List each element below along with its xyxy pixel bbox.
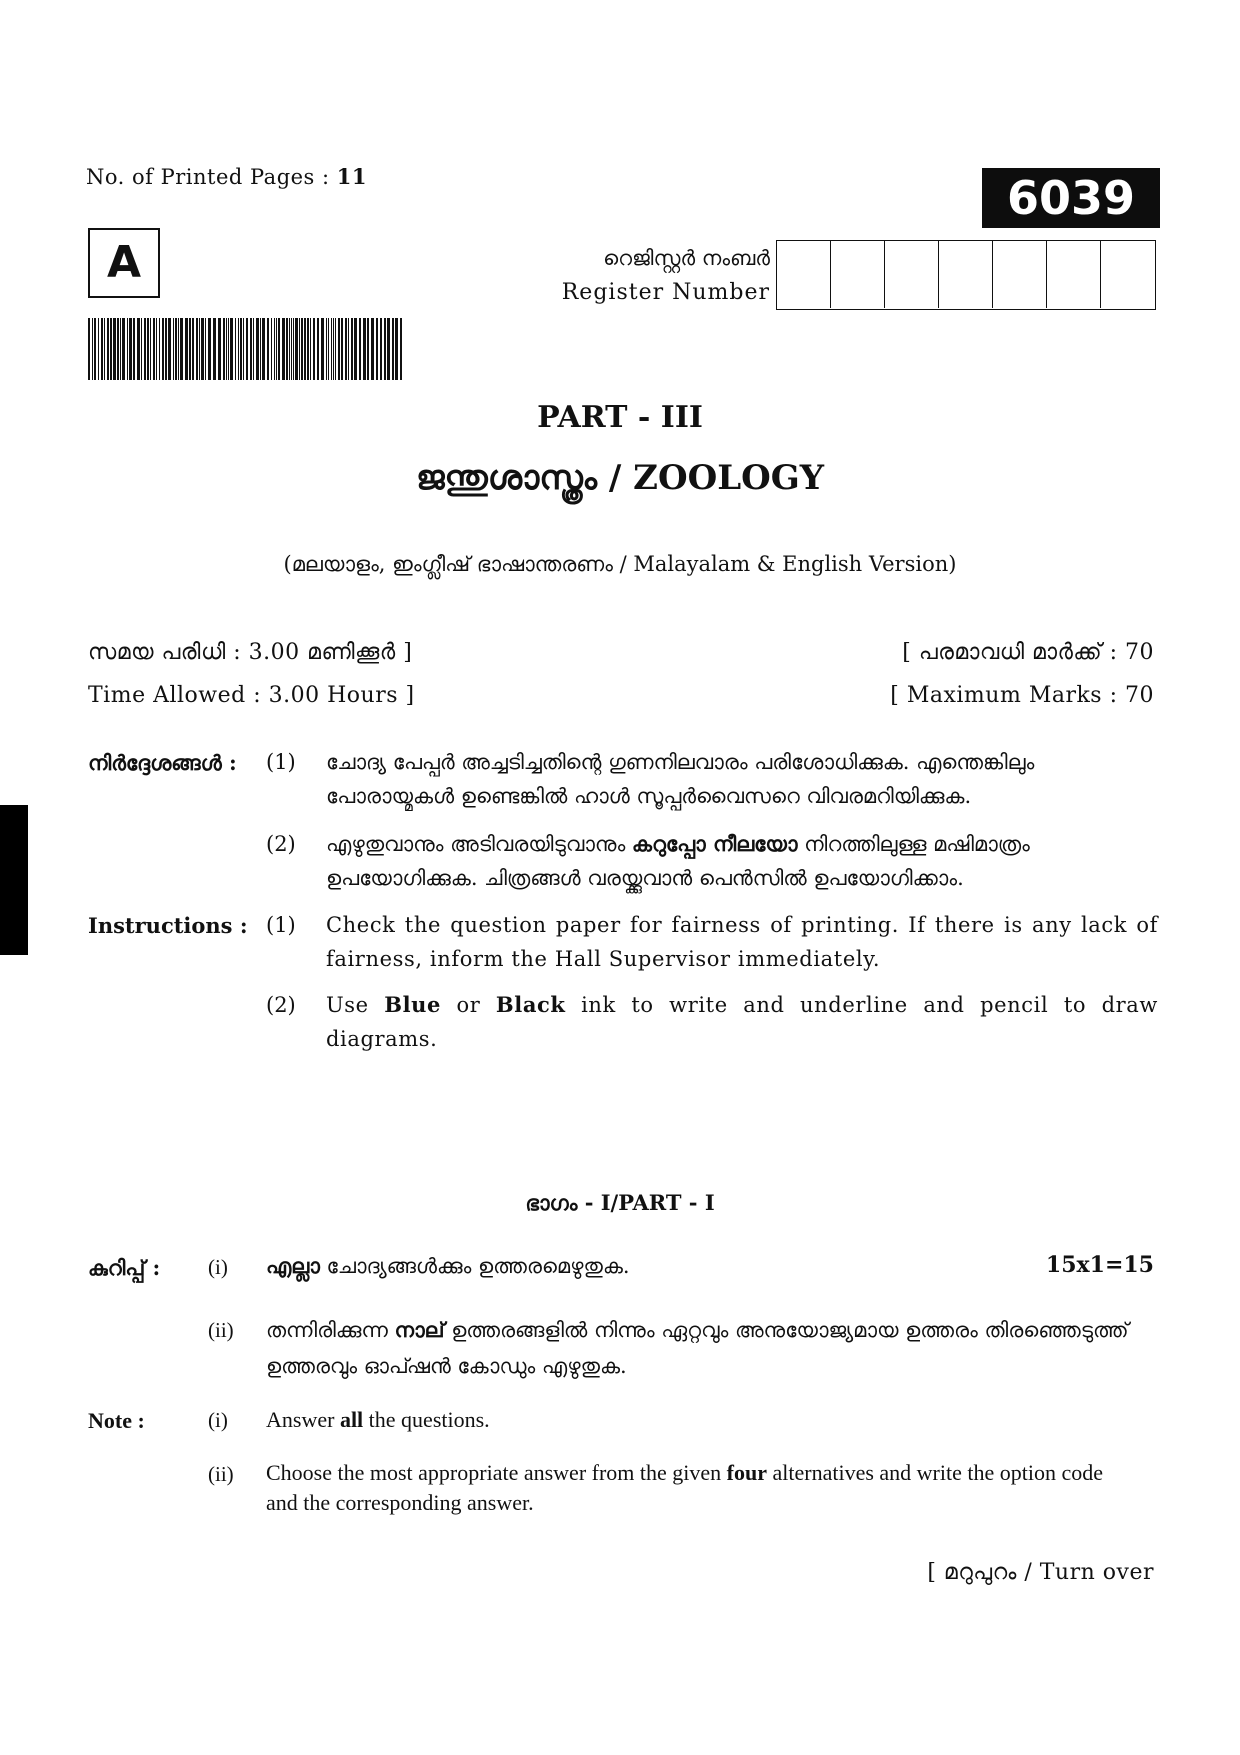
part-one-heading: ഭാഗം - I/PART - I [525, 1190, 715, 1215]
barcode-bar [133, 318, 135, 380]
register-digit-box[interactable] [777, 241, 831, 308]
barcode-bar [189, 318, 191, 380]
barcode-bar [341, 318, 343, 380]
note-ml-2-num: (ii) [208, 1318, 234, 1342]
note-ml-2-bold: നാല് [394, 1317, 445, 1342]
barcode-bar [351, 318, 353, 380]
instruction-en-2-bold-b: Black [495, 992, 566, 1017]
instruction-en-2-part-c: ink to write and underline and pencil to draw diagrams. [326, 993, 1158, 1051]
barcode-bar [286, 318, 288, 380]
barcode-bar [98, 318, 99, 380]
barcode-bar [299, 318, 300, 380]
barcode-bar [400, 318, 402, 380]
barcode-bar [395, 318, 398, 380]
barcode-bar [120, 318, 121, 380]
time-allowed-ml: സമയ പരിധി : 3.00 മണിക്കൂർ ] [88, 640, 413, 665]
barcode-bar [122, 318, 125, 380]
barcode-bar [127, 318, 128, 380]
barcode-bar [246, 318, 248, 380]
barcode-bar [159, 318, 160, 380]
barcode-bar [256, 318, 259, 380]
instruction-en-1-text: Check the question paper for fairness of printing. If there is any lack of fairness, inform the Hall Supervisor immediately. [326, 913, 1158, 971]
subject-title: ജന്തുശാസ്ത്രം / ZOOLOGY [415, 458, 825, 498]
barcode-bar [260, 318, 261, 380]
printed-pages [86, 164, 367, 189]
register-digit-box[interactable] [1101, 241, 1155, 308]
barcode-bar [380, 318, 382, 380]
page-edge-mark [0, 805, 28, 955]
barcode-bar [94, 318, 96, 380]
marks-scheme: 15x1=15 [1045, 1252, 1154, 1278]
barcode-bar [147, 318, 149, 380]
barcode-bar [218, 318, 221, 380]
barcode-bar [175, 318, 177, 380]
series-code-box: A [88, 228, 160, 298]
barcode-bar [333, 318, 334, 380]
barcode-bar [240, 318, 242, 380]
register-number-boxes[interactable] [776, 240, 1156, 310]
note-en-1-text [266, 1405, 1146, 1435]
barcode-bar [92, 318, 93, 380]
barcode-bar [141, 318, 142, 380]
barcode-bar [291, 318, 292, 380]
note-en-1-bold: all [339, 1407, 364, 1432]
version-line: (മലയാളം, ഇംഗ്ലീഷ് ഭാഷാന്തരണം / Malayalam & English Version) [283, 552, 957, 576]
barcode-bar [185, 318, 188, 380]
register-number-label-ml: റെജിസ്റ്റർ നംബർ [603, 246, 770, 270]
instructions-en-label: Instructions : [88, 913, 248, 938]
barcode-bar [367, 318, 369, 380]
barcode-bar [113, 318, 116, 380]
barcode-bar [328, 318, 329, 380]
note-ml-2-part-a: തന്നിരിക്കുന്ന [266, 1318, 395, 1342]
note-ml-label: കുറിപ്പ് : [88, 1255, 161, 1280]
note-ml-1-text [266, 1251, 1026, 1281]
register-digit-box[interactable] [885, 241, 939, 308]
instruction-ml-1-num: (1) [266, 750, 296, 774]
barcode-bar [278, 318, 280, 380]
barcode-bar [243, 318, 244, 380]
instruction-ml-2-text [326, 827, 1156, 895]
barcode-bar [144, 318, 146, 380]
instruction-en-2-num: (2) [266, 993, 296, 1017]
barcode-bar [253, 318, 254, 380]
register-digit-box[interactable] [939, 241, 993, 308]
barcode-bar [178, 318, 179, 380]
note-en-2-part-a: Choose the most appropriate answer from the given [266, 1460, 727, 1485]
barcode-bar [213, 318, 216, 380]
maximum-marks-en: [ Maximum Marks : 70 [890, 683, 1154, 708]
instruction-en-2-part-a: Use [326, 993, 385, 1017]
barcode-bar [331, 318, 332, 380]
instruction-en-2-part-b: or [440, 993, 496, 1017]
barcode-bar [354, 318, 357, 380]
barcode-bar [162, 318, 164, 380]
instruction-ml-1-text: ചോദ്യ പേപ്പർ അച്ചടിച്ചതിന്റെ ഗുണനിലവാരം പരിശോധിക്കുക. എന്തെങ്കിലും പോരായ്മകൾ ഉണ്ടെങ്കിൽ ഹാൾ സൂപ്പർവൈസറെ വിവരമറിയിക്കുക. [326, 750, 1035, 808]
barcode-bar [88, 318, 90, 380]
note-en-2-bold: four [726, 1460, 767, 1485]
barcode-bar [208, 318, 211, 380]
instruction-en-1-num: (1) [266, 913, 296, 937]
note-en-1-part-b: the questions. [363, 1407, 490, 1432]
barcode-bar [301, 318, 303, 380]
instruction-ml-2-part-a: എഴുതുവാനും അടിവരയിടുവാനും [326, 832, 632, 856]
barcode-bar [192, 318, 194, 380]
instruction-en-2-text [326, 988, 1158, 1056]
instruction-en-2-bold-a: Blue [384, 992, 441, 1017]
barcode-bar [335, 318, 336, 380]
turn-over-label: [ മറുപുറം / Turn over [927, 1560, 1154, 1585]
register-digit-box[interactable] [831, 241, 885, 308]
barcode-bar [101, 318, 103, 380]
note-ml-2-text [266, 1312, 1146, 1384]
barcode-bar [321, 318, 324, 380]
register-number-label-en: Register Number [561, 280, 770, 305]
barcode-bar [262, 318, 265, 380]
barcode-bar [313, 318, 315, 380]
barcode-bar [165, 318, 167, 380]
barcode-bar [104, 318, 105, 380]
barcode-bar [359, 318, 361, 380]
register-digit-box[interactable] [1047, 241, 1101, 308]
barcode-bar [387, 318, 390, 380]
barcode-bar [304, 318, 306, 380]
barcode-bar [110, 318, 112, 380]
barcode-bar [371, 318, 374, 380]
barcode-bar [267, 318, 269, 380]
barcode-bar [289, 318, 290, 380]
note-en-1-num: (i) [208, 1408, 228, 1432]
barcode-bar [153, 318, 155, 380]
printed-pages-value: 11 [336, 164, 367, 189]
instructions-ml-label: നിർദ്ദേശങ്ങൾ : [88, 750, 237, 775]
barcode-bar [150, 318, 151, 380]
barcode-bar [173, 318, 174, 380]
barcode-bar [326, 318, 327, 380]
maximum-marks-ml: [ പരമാവധി മാർക്ക് : 70 [902, 640, 1154, 665]
barcode-bar [117, 318, 119, 380]
barcode-bar [282, 318, 285, 380]
barcode-bar [384, 318, 386, 380]
barcode-bar [137, 318, 140, 380]
barcode-bar [156, 318, 157, 380]
barcode-bar [235, 318, 236, 380]
barcode-bar [199, 318, 200, 380]
barcode-bar [196, 318, 198, 380]
note-ml-1-part-a: ചോദ്യങ്ങൾക്കും ഉത്തരമെഴുതുക. [319, 1254, 630, 1278]
note-en-label: Note : [88, 1408, 145, 1433]
barcode-bar [168, 318, 171, 380]
barcode-bar [223, 318, 225, 380]
instruction-ml-2-part-b: നിറത്തിലുള്ള മഷിമാത്രം ഉപയോഗിക്കുക. ചിത്രങ്ങൾ വരയ്ക്കുവാൻ പെൻസിൽ ഉപയോഗിക്കാം. [326, 832, 1030, 890]
barcode-bar [276, 318, 277, 380]
instruction-ml-2-bold: കറുപ്പോ നീലയോ [631, 831, 798, 856]
barcode-bar [307, 318, 309, 380]
part-title: PART - III [537, 400, 703, 435]
barcode-bar [201, 318, 204, 380]
note-en-2-part-b: alternatives and write the option code and the corresponding answer. [266, 1460, 1103, 1515]
note-en-1-part-a: Answer [266, 1407, 340, 1432]
printed-pages-label: No. of Printed Pages : [86, 165, 337, 189]
barcode-bar [205, 318, 206, 380]
barcode-bar [226, 318, 227, 380]
note-en-2-num: (ii) [208, 1462, 234, 1486]
note-en-2-text [266, 1458, 1106, 1518]
barcode-bar [271, 318, 272, 380]
barcode-bar [376, 318, 378, 380]
barcode-bar [180, 318, 183, 380]
barcode-bar [250, 318, 252, 380]
note-ml-1-num: (i) [208, 1255, 228, 1279]
barcode-bar [107, 318, 109, 380]
time-allowed-en: Time Allowed : 3.00 Hours ] [88, 683, 415, 708]
paper-code: 6039 [982, 168, 1160, 228]
barcode-bar [310, 318, 311, 380]
barcode-bar [228, 318, 229, 380]
barcode-bar [295, 318, 298, 380]
barcode-bar [348, 318, 349, 380]
barcode-bar [317, 318, 319, 380]
barcode-bar [129, 318, 132, 380]
instruction-ml-2-num: (2) [266, 832, 296, 856]
barcode-bar [230, 318, 233, 380]
barcode-bar [293, 318, 294, 380]
barcode-image [88, 318, 403, 380]
barcode-bar [238, 318, 239, 380]
note-ml-1-bold: എല്ലാ [266, 1253, 320, 1278]
barcode-bar [363, 318, 366, 380]
note-ml-2-part-b: ഉത്തരങ്ങളിൽ നിന്നും ഏറ്റവും അനുയോജ്യമായ ഉത്തരം തിരഞ്ഞെടുത്ത് ഉത്തരവും ഓപ്ഷൻ കോഡും എഴുതുക. [266, 1318, 1129, 1378]
barcode-bar [274, 318, 275, 380]
register-digit-box[interactable] [993, 241, 1047, 308]
barcode-bar [392, 318, 394, 380]
barcode-bar [345, 318, 347, 380]
barcode-bar [338, 318, 340, 380]
